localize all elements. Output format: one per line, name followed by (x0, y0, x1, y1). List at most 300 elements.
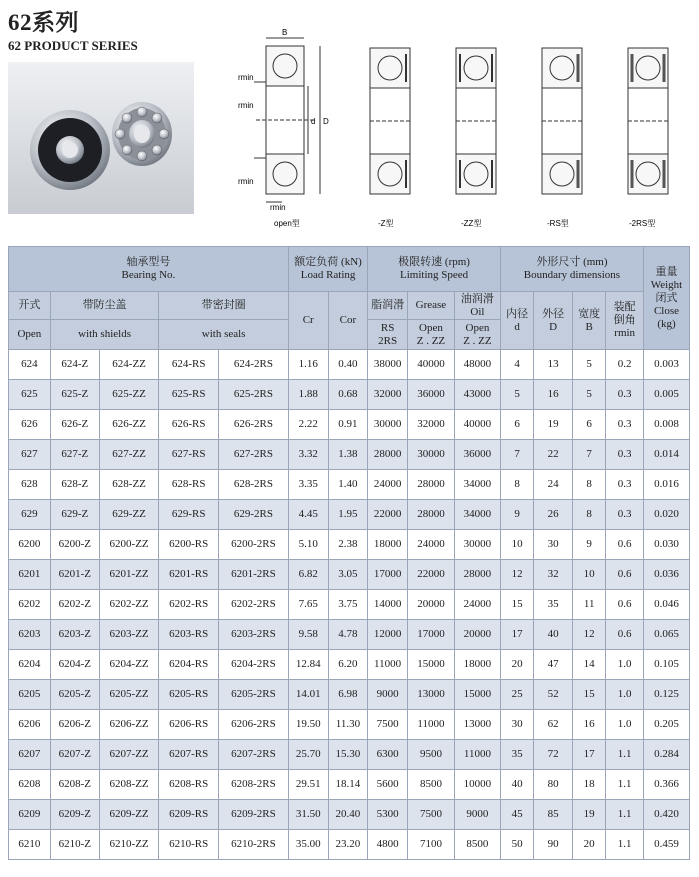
cell-open: 628 (9, 470, 51, 500)
cell-2rs: 6200-2RS (218, 530, 288, 560)
header-open-zzz-grease (407, 320, 454, 350)
cell-d: 6 (500, 410, 533, 440)
cell-zz: 6203-ZZ (99, 620, 159, 650)
cell-cor: 15.30 (328, 740, 368, 770)
cell-zz: 625-ZZ (99, 380, 159, 410)
cell-rmin: 1.1 (606, 830, 644, 860)
cell-D: 80 (534, 770, 573, 800)
cell-open: 625 (9, 380, 51, 410)
cell-zz: 627-ZZ (99, 440, 159, 470)
cell-weight: 0.105 (643, 650, 689, 680)
cell-cr: 1.88 (288, 380, 328, 410)
cell-B: 8 (572, 500, 605, 530)
header-d-en: d (514, 320, 520, 333)
cell-weight: 0.003 (643, 350, 689, 380)
header-limiting-speed (368, 247, 501, 292)
header-cor: Cor (328, 292, 368, 350)
header-oil-cn: 油润滑 (460, 292, 494, 305)
cell-zz: 6200-ZZ (99, 530, 159, 560)
cell-open: 6207 (9, 740, 51, 770)
cell-rs: 6208-RS (159, 770, 219, 800)
cell-cr: 35.00 (288, 830, 328, 860)
header-speed-cn: 极限转速 (rpm) (398, 256, 470, 268)
cell-speed-grease: 7100 (407, 830, 454, 860)
cell-rmin: 0.3 (606, 500, 644, 530)
cell-speed-oil: 40000 (454, 410, 500, 440)
cell-speed-rs: 28000 (368, 440, 408, 470)
cell-D: 40 (534, 620, 573, 650)
cell-speed-rs: 38000 (368, 350, 408, 380)
cell-open: 6201 (9, 560, 51, 590)
cell-speed-rs: 11000 (368, 650, 408, 680)
cell-d: 8 (500, 470, 533, 500)
bearing-photo (8, 62, 194, 214)
cell-weight: 0.030 (643, 530, 689, 560)
cell-2rs: 624-2RS (218, 350, 288, 380)
cell-rs: 6206-RS (159, 710, 219, 740)
header-oil-en: Oil (470, 305, 485, 318)
cell-speed-grease: 20000 (407, 590, 454, 620)
cell-zz: 6208-ZZ (99, 770, 159, 800)
cell-cor: 4.78 (328, 620, 368, 650)
cell-speed-rs: 22000 (368, 500, 408, 530)
cell-B: 5 (572, 350, 605, 380)
cell-zz: 628-ZZ (99, 470, 159, 500)
header-weight-unit: (kg) (657, 317, 676, 330)
header-open-zzz-oil (454, 320, 500, 350)
cell-cr: 5.10 (288, 530, 328, 560)
dim-label-d: d (311, 117, 316, 126)
cell-cor: 6.20 (328, 650, 368, 680)
spec-table-body (9, 350, 690, 860)
cell-weight: 0.284 (643, 740, 689, 770)
cell-speed-oil: 36000 (454, 440, 500, 470)
diagram-label-2rs: -2RS型 (629, 219, 656, 228)
header-oil (454, 292, 500, 320)
header-weight-close-cn: 闭式 (655, 291, 678, 304)
cell-cr: 3.32 (288, 440, 328, 470)
header-zzz-2: Z . ZZ (463, 334, 492, 347)
cell-weight: 0.420 (643, 800, 689, 830)
cell-speed-oil: 11000 (454, 740, 500, 770)
cell-d: 5 (500, 380, 533, 410)
cell-weight: 0.065 (643, 620, 689, 650)
header-weight-en: Weight (650, 278, 683, 291)
cell-D: 19 (534, 410, 573, 440)
cell-rmin: 0.6 (606, 560, 644, 590)
cell-rmin: 0.3 (606, 380, 644, 410)
cell-d: 15 (500, 590, 533, 620)
header-boundary-dimensions (500, 247, 643, 292)
cell-speed-grease: 28000 (407, 470, 454, 500)
cell-weight: 0.008 (643, 410, 689, 440)
cell-D: 24 (534, 470, 573, 500)
cell-open: 6209 (9, 800, 51, 830)
cell-z: 6206-Z (50, 710, 99, 740)
cell-rs: 6200-RS (159, 530, 219, 560)
cell-cor: 0.91 (328, 410, 368, 440)
header-weight-close-en: Close (653, 304, 680, 317)
table-row (9, 800, 690, 830)
cell-weight: 0.020 (643, 500, 689, 530)
cell-2rs: 6205-2RS (218, 680, 288, 710)
cell-speed-grease: 24000 (407, 530, 454, 560)
header-B-cn: 宽度 (578, 307, 601, 320)
cell-cor: 2.38 (328, 530, 368, 560)
cell-weight: 0.036 (643, 560, 689, 590)
cell-rs: 6207-RS (159, 740, 219, 770)
table-row (9, 620, 690, 650)
table-row (9, 380, 690, 410)
cell-B: 20 (572, 830, 605, 860)
cell-D: 90 (534, 830, 573, 860)
cell-weight: 0.014 (643, 440, 689, 470)
cell-d: 12 (500, 560, 533, 590)
cell-z: 6204-Z (50, 650, 99, 680)
cell-speed-rs: 12000 (368, 620, 408, 650)
cell-B: 18 (572, 770, 605, 800)
cell-cor: 6.98 (328, 680, 368, 710)
header-D-en: D (549, 320, 558, 333)
cell-speed-oil: 24000 (454, 590, 500, 620)
diagram-label-open: open型 (274, 219, 300, 228)
cell-cor: 1.95 (328, 500, 368, 530)
cell-2rs: 6207-2RS (218, 740, 288, 770)
cell-zz: 6207-ZZ (99, 740, 159, 770)
cell-zz: 629-ZZ (99, 500, 159, 530)
cell-D: 72 (534, 740, 573, 770)
bearing-spec-table (8, 246, 690, 860)
header-D-cn: 外径 (542, 307, 565, 320)
cell-d: 50 (500, 830, 533, 860)
cell-cr: 6.82 (288, 560, 328, 590)
header-rs-2rs (368, 320, 408, 350)
table-row (9, 830, 690, 860)
cell-speed-rs: 30000 (368, 410, 408, 440)
cell-cor: 20.40 (328, 800, 368, 830)
cell-zz: 6201-ZZ (99, 560, 159, 590)
dim-label-D: D (323, 117, 329, 126)
header-load-en: Load Rating (300, 269, 356, 281)
table-row (9, 740, 690, 770)
cell-z: 626-Z (50, 410, 99, 440)
dim-label-B: B (282, 28, 288, 37)
cell-cr: 3.35 (288, 470, 328, 500)
cell-rs: 6204-RS (159, 650, 219, 680)
cell-cr: 19.50 (288, 710, 328, 740)
header-bearing-en: Bearing No. (121, 269, 176, 281)
cell-speed-rs: 5300 (368, 800, 408, 830)
diagram-label-z: -Z型 (378, 219, 394, 228)
cell-zz: 624-ZZ (99, 350, 159, 380)
cell-zz: 6210-ZZ (99, 830, 159, 860)
cell-speed-grease: 36000 (407, 380, 454, 410)
cell-zz: 6206-ZZ (99, 710, 159, 740)
cell-speed-grease: 15000 (407, 650, 454, 680)
cell-cor: 1.40 (328, 470, 368, 500)
cell-d: 20 (500, 650, 533, 680)
cell-cr: 4.45 (288, 500, 328, 530)
cell-z: 6201-Z (50, 560, 99, 590)
cell-rmin: 1.0 (606, 680, 644, 710)
cell-rs: 625-RS (159, 380, 219, 410)
cell-rs: 6210-RS (159, 830, 219, 860)
cell-weight: 0.366 (643, 770, 689, 800)
header-chamfer-rmin (606, 292, 644, 350)
header-inner-d (500, 292, 533, 350)
table-row (9, 710, 690, 740)
cell-rs: 6201-RS (159, 560, 219, 590)
cell-2rs: 6203-2RS (218, 620, 288, 650)
cell-rmin: 0.6 (606, 620, 644, 650)
cell-B: 11 (572, 590, 605, 620)
table-row (9, 350, 690, 380)
cell-rmin: 0.6 (606, 530, 644, 560)
header-shields-cn: 带防尘盖 (50, 292, 159, 320)
cell-B: 6 (572, 410, 605, 440)
cell-speed-rs: 5600 (368, 770, 408, 800)
cell-open: 6210 (9, 830, 51, 860)
cell-rs: 627-RS (159, 440, 219, 470)
cell-B: 17 (572, 740, 605, 770)
cell-open: 6200 (9, 530, 51, 560)
table-row (9, 500, 690, 530)
table-row (9, 530, 690, 560)
cell-rmin: 1.0 (606, 650, 644, 680)
cell-speed-rs: 6300 (368, 740, 408, 770)
cell-speed-rs: 7500 (368, 710, 408, 740)
header-bearing-no (9, 247, 289, 292)
table-row (9, 770, 690, 800)
cell-z: 6207-Z (50, 740, 99, 770)
header-r-cn2: 倒角 (613, 314, 636, 326)
dim-label-rmin-3: rmin (238, 177, 254, 186)
cell-cr: 7.65 (288, 590, 328, 620)
cell-rmin: 1.0 (606, 710, 644, 740)
cell-D: 30 (534, 530, 573, 560)
header-bearing-cn: 轴承型号 (126, 256, 171, 268)
cell-speed-grease: 32000 (407, 410, 454, 440)
diagram-label-zz: -ZZ型 (461, 219, 482, 228)
header-load-rating (288, 247, 367, 292)
cell-speed-oil: 10000 (454, 770, 500, 800)
header-rs: RS (380, 321, 395, 334)
cell-B: 5 (572, 380, 605, 410)
cell-cor: 3.75 (328, 590, 368, 620)
cell-d: 40 (500, 770, 533, 800)
header-seals-en: with seals (159, 320, 289, 350)
cell-B: 12 (572, 620, 605, 650)
header-open-2: Open (465, 321, 490, 334)
cell-D: 16 (534, 380, 573, 410)
header-B-en: B (585, 320, 593, 333)
cell-2rs: 6209-2RS (218, 800, 288, 830)
bearing-cross-section-diagrams (236, 24, 696, 236)
cell-speed-oil: 34000 (454, 500, 500, 530)
cell-open: 626 (9, 410, 51, 440)
cell-speed-grease: 17000 (407, 620, 454, 650)
cell-speed-oil: 28000 (454, 560, 500, 590)
table-row (9, 590, 690, 620)
cell-speed-oil: 30000 (454, 530, 500, 560)
cell-weight: 0.046 (643, 590, 689, 620)
cell-d: 45 (500, 800, 533, 830)
cell-open: 6205 (9, 680, 51, 710)
cell-cor: 0.68 (328, 380, 368, 410)
cell-D: 85 (534, 800, 573, 830)
cell-open: 6203 (9, 620, 51, 650)
cell-rmin: 1.1 (606, 740, 644, 770)
cell-cor: 18.14 (328, 770, 368, 800)
cell-speed-grease: 7500 (407, 800, 454, 830)
cell-rmin: 0.3 (606, 470, 644, 500)
cell-2rs: 6204-2RS (218, 650, 288, 680)
cell-weight: 0.205 (643, 710, 689, 740)
header-zzz-1: Z . ZZ (416, 334, 446, 347)
cell-cr: 31.50 (288, 800, 328, 830)
cell-2rs: 6206-2RS (218, 710, 288, 740)
cell-speed-oil: 48000 (454, 350, 500, 380)
header-boundary-en: Boundary dimensions (523, 269, 621, 281)
cell-D: 47 (534, 650, 573, 680)
cell-2rs: 6201-2RS (218, 560, 288, 590)
cell-2rs: 626-2RS (218, 410, 288, 440)
cell-z: 628-Z (50, 470, 99, 500)
cell-2rs: 625-2RS (218, 380, 288, 410)
cell-d: 4 (500, 350, 533, 380)
cell-speed-oil: 43000 (454, 380, 500, 410)
header-r-cn1: 装配 (613, 301, 636, 313)
cell-B: 19 (572, 800, 605, 830)
cell-open: 6206 (9, 710, 51, 740)
cell-D: 26 (534, 500, 573, 530)
cell-open: 6202 (9, 590, 51, 620)
cell-B: 8 (572, 470, 605, 500)
cell-speed-rs: 14000 (368, 590, 408, 620)
cell-z: 6200-Z (50, 530, 99, 560)
header-grease-cn: 脂润滑 (368, 292, 408, 320)
header-weight-cn: 重量 (655, 265, 678, 278)
cell-speed-oil: 9000 (454, 800, 500, 830)
cell-rmin: 1.1 (606, 770, 644, 800)
cell-speed-oil: 13000 (454, 710, 500, 740)
table-row (9, 410, 690, 440)
cell-rmin: 1.1 (606, 800, 644, 830)
cell-speed-rs: 24000 (368, 470, 408, 500)
cell-cor: 1.38 (328, 440, 368, 470)
cell-cr: 9.58 (288, 620, 328, 650)
cell-2rs: 627-2RS (218, 440, 288, 470)
table-row (9, 440, 690, 470)
cell-speed-grease: 28000 (407, 500, 454, 530)
cell-cr: 1.16 (288, 350, 328, 380)
cell-B: 10 (572, 560, 605, 590)
cell-weight: 0.125 (643, 680, 689, 710)
cell-z: 6203-Z (50, 620, 99, 650)
cell-rs: 626-RS (159, 410, 219, 440)
diagram-label-rs: -RS型 (547, 219, 569, 228)
header-r-en: rmin (614, 327, 636, 339)
cell-zz: 6204-ZZ (99, 650, 159, 680)
header-width-B (572, 292, 605, 350)
cell-open: 6204 (9, 650, 51, 680)
cell-d: 17 (500, 620, 533, 650)
cell-zz: 626-ZZ (99, 410, 159, 440)
cell-speed-grease: 13000 (407, 680, 454, 710)
table-row (9, 650, 690, 680)
cell-B: 16 (572, 710, 605, 740)
cell-open: 624 (9, 350, 51, 380)
cell-z: 629-Z (50, 500, 99, 530)
cell-D: 22 (534, 440, 573, 470)
cell-speed-grease: 40000 (407, 350, 454, 380)
cell-d: 10 (500, 530, 533, 560)
cell-2rs: 6208-2RS (218, 770, 288, 800)
table-row (9, 680, 690, 710)
cell-speed-oil: 18000 (454, 650, 500, 680)
cell-cr: 12.84 (288, 650, 328, 680)
cell-speed-rs: 32000 (368, 380, 408, 410)
cell-z: 6210-Z (50, 830, 99, 860)
cell-cor: 0.40 (328, 350, 368, 380)
header-speed-en: Limiting Speed (400, 269, 469, 281)
cell-z: 6209-Z (50, 800, 99, 830)
cell-cr: 2.22 (288, 410, 328, 440)
cell-rs: 6205-RS (159, 680, 219, 710)
header-outer-D (534, 292, 573, 350)
table-row (9, 560, 690, 590)
cell-z: 625-Z (50, 380, 99, 410)
cell-zz: 6205-ZZ (99, 680, 159, 710)
cell-d: 35 (500, 740, 533, 770)
cell-open: 629 (9, 500, 51, 530)
cell-speed-rs: 18000 (368, 530, 408, 560)
cell-weight: 0.459 (643, 830, 689, 860)
cell-weight: 0.005 (643, 380, 689, 410)
cell-z: 6202-Z (50, 590, 99, 620)
cell-speed-grease: 30000 (407, 440, 454, 470)
cell-speed-oil: 20000 (454, 620, 500, 650)
cell-d: 25 (500, 680, 533, 710)
cell-open: 627 (9, 440, 51, 470)
cell-cor: 23.20 (328, 830, 368, 860)
cell-zz: 6202-ZZ (99, 590, 159, 620)
cell-speed-oil: 15000 (454, 680, 500, 710)
header-weight (643, 247, 689, 350)
header-open-1: Open (419, 321, 443, 334)
cell-cor: 11.30 (328, 710, 368, 740)
cell-2rs: 629-2RS (218, 500, 288, 530)
header-seals-cn: 带密封圈 (159, 292, 289, 320)
page-title-en: 62 PRODUCT SERIES (8, 38, 138, 53)
cell-speed-grease: 22000 (407, 560, 454, 590)
header-shields-en: with shields (50, 320, 159, 350)
cell-weight: 0.016 (643, 470, 689, 500)
cell-z: 627-Z (50, 440, 99, 470)
cell-2rs: 628-2RS (218, 470, 288, 500)
dim-label-rmin-4: rmin (270, 203, 286, 212)
cell-cr: 25.70 (288, 740, 328, 770)
cell-z: 624-Z (50, 350, 99, 380)
cell-cr: 29.51 (288, 770, 328, 800)
cell-B: 14 (572, 650, 605, 680)
cell-d: 9 (500, 500, 533, 530)
cell-speed-grease: 11000 (407, 710, 454, 740)
cell-speed-rs: 4800 (368, 830, 408, 860)
table-row (9, 470, 690, 500)
cell-rs: 6209-RS (159, 800, 219, 830)
header-grease-en: Grease (407, 292, 454, 320)
